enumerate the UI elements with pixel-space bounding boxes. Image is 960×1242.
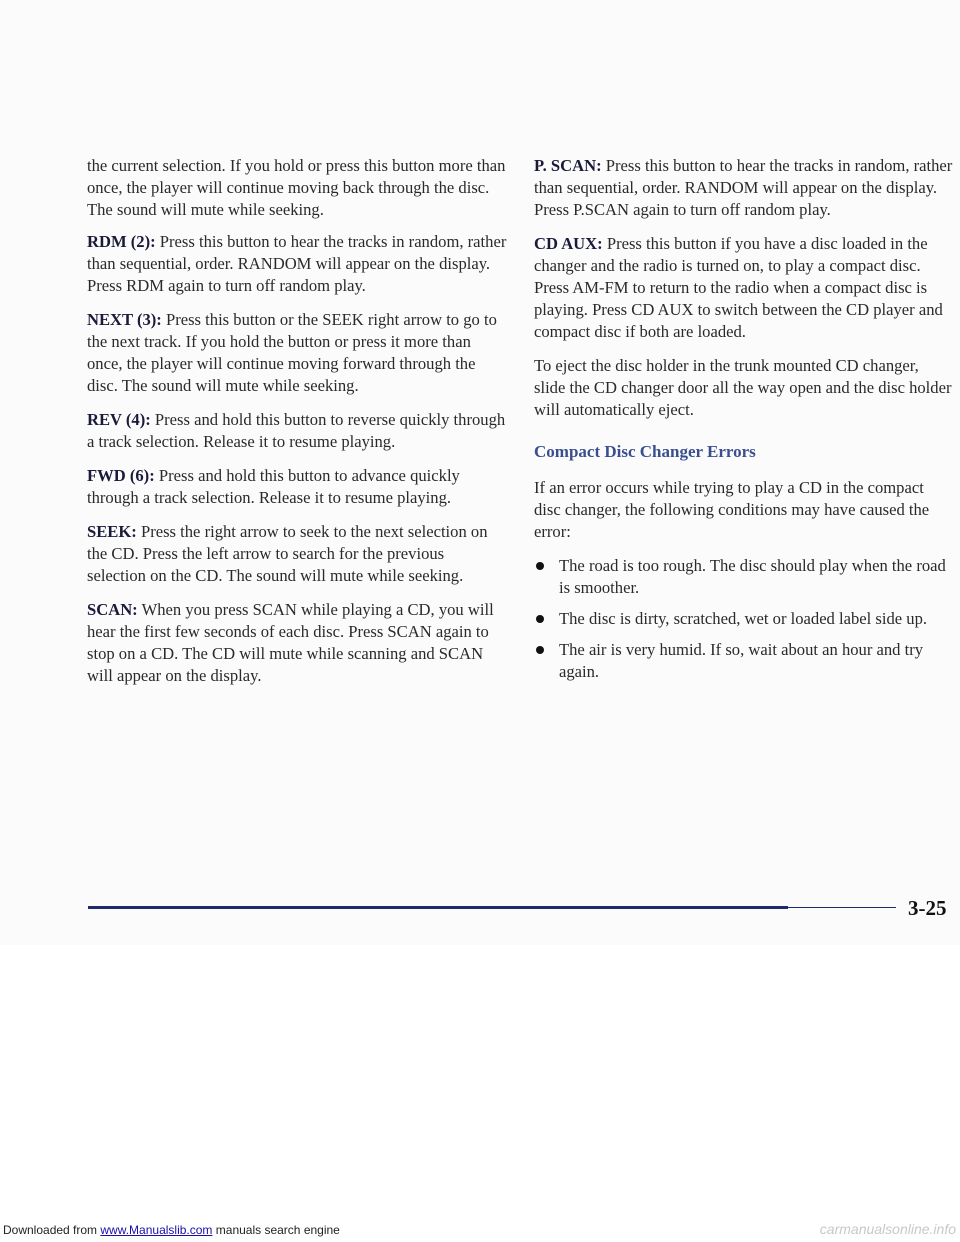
footer-rule: [88, 906, 788, 909]
fwd-paragraph: [87, 465, 507, 509]
pscan-text: Press this button to hear the tracks in random, rather than sequential, order. RANDOM will appear on the display. Press P.SCAN again to turn off random play.: [534, 156, 953, 219]
rev-paragraph: [87, 409, 507, 453]
scan-term: SCAN:: [87, 600, 138, 619]
list-item: [534, 555, 954, 599]
download-footer: [3, 1223, 340, 1237]
next-text: Press this button or the SEEK right arrow to go to the next track. If you hold the button or press it more than once, the player will continue moving forward through the disc. The sound will mute while seeking.: [87, 310, 497, 395]
fwd-term: FWD (6):: [87, 466, 155, 485]
eject-paragraph: To eject the disc holder in the trunk mounted CD changer, slide the CD changer door all the way open and the disc holder will automatically eject.: [534, 356, 952, 419]
bullet-text: The disc is dirty, scratched, wet or loaded label side up.: [559, 609, 928, 628]
footer-suffix: manuals search engine: [212, 1223, 340, 1237]
cdaux-paragraph: [534, 233, 954, 343]
bullet-text: The road is too rough. The disc should play when the road is smoother.: [559, 556, 946, 597]
seek-term: SEEK:: [87, 522, 137, 541]
scan-paragraph: [87, 599, 507, 687]
seek-text: Press the right arrow to seek to the next selection on the CD. Press the left arrow to search for the previous selection on the CD. The sound will mute while seeking.: [87, 522, 488, 585]
fwd-text: Press and hold this button to advance quickly through a track selection. Release it to resume playing.: [87, 466, 460, 507]
right-column: [534, 155, 954, 692]
bullet-icon: [536, 646, 544, 654]
list-item: [534, 608, 954, 630]
manualslib-link[interactable]: www.Manualslib.com: [100, 1223, 213, 1237]
error-conditions-list: [534, 555, 954, 683]
next-paragraph: [87, 309, 507, 397]
pscan-term: P. SCAN:: [534, 156, 602, 175]
bullet-icon: [536, 562, 544, 570]
rev-term: REV (4):: [87, 410, 151, 429]
watermark: carmanualsonline.info: [819, 1221, 956, 1237]
left-column: [87, 155, 507, 699]
next-term: NEXT (3):: [87, 310, 162, 329]
section-heading: Compact Disc Changer Errors: [534, 442, 756, 461]
list-item: [534, 639, 954, 683]
intro-paragraph: the current selection. If you hold or press this button more than once, the player will continue moving back through the disc. The sound will mute while seeking.: [87, 156, 506, 219]
seek-paragraph: [87, 521, 507, 587]
page-number: 3-25: [908, 896, 947, 920]
bullet-icon: [536, 615, 544, 623]
rdm-term: RDM (2):: [87, 232, 156, 251]
pscan-paragraph: [534, 155, 954, 221]
rev-text: Press and hold this button to reverse quickly through a track selection. Release it to resume playing.: [87, 410, 506, 451]
rdm-paragraph: [87, 231, 507, 297]
bullet-text: The air is very humid. If so, wait about an hour and try again.: [559, 640, 924, 681]
cdaux-text: Press this button if you have a disc loaded in the changer and the radio is turned on, to play a compact disc. Press AM-FM to return to the radio when a compact disc is playing. Press CD AUX to switch between the CD player and compact disc if both are loaded.: [534, 234, 943, 341]
scan-text: When you press SCAN while playing a CD, you will hear the first few seconds of each disc. Press SCAN again to stop on a CD. The CD will mute while scanning and SCAN will appear on the display.: [87, 600, 494, 685]
errors-intro: If an error occurs while trying to play a CD in the compact disc changer, the following conditions may have caused the error:: [534, 478, 930, 541]
rdm-text: Press this button to hear the tracks in random, rather than sequential, order. RANDOM will appear on the display. Press RDM again to turn off random play.: [87, 232, 507, 295]
footer-prefix: Downloaded from: [3, 1223, 101, 1237]
footer-rule-thin: [788, 907, 896, 908]
cdaux-term: CD AUX:: [534, 234, 603, 253]
